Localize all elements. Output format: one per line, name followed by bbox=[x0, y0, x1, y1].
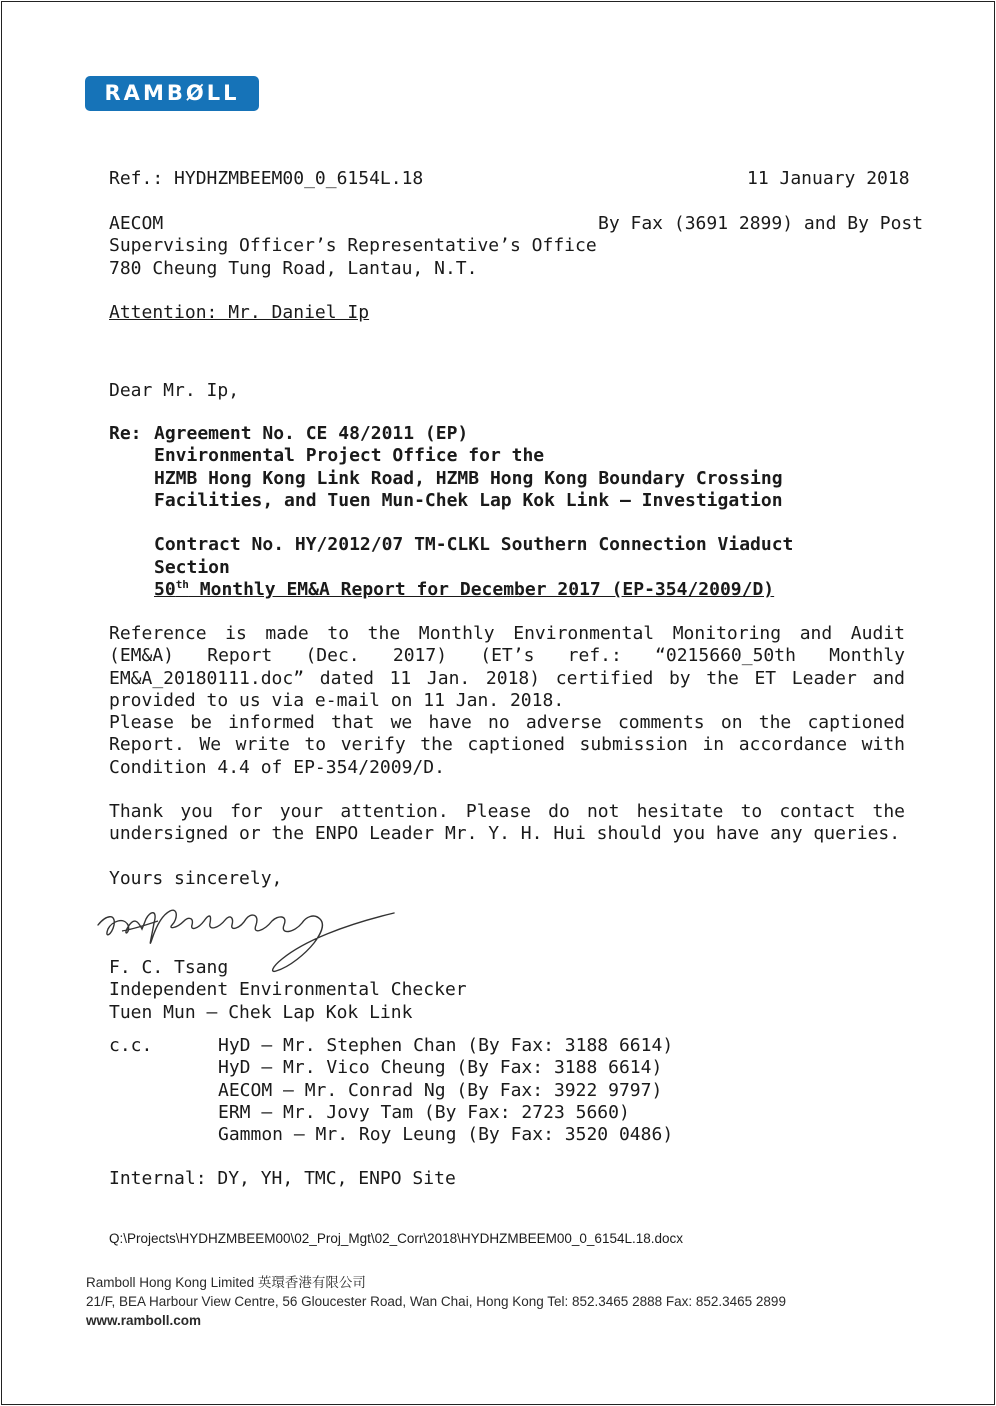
report-ordinal: th bbox=[175, 578, 189, 592]
body-paragraph-3: Thank you for your attention. Please do not hesitate to contact the undersigned or the ENPO Leader Mr. Y. H. Hui should you have any queries. bbox=[109, 801, 905, 845]
signatory-project: Tuen Mun – Chek Lap Kok Link bbox=[109, 1002, 413, 1023]
subject-contract-line1: Contract No. HY/2012/07 TM-CLKL Southern Connection Viaduct bbox=[154, 534, 794, 556]
recipient-company: AECOM bbox=[109, 213, 164, 234]
signatory-title: Independent Environmental Checker bbox=[109, 979, 467, 1000]
ramboll-logo: RAMBØLL bbox=[85, 76, 259, 111]
delivery-method: By Fax (3691 2899) and By Post bbox=[598, 213, 924, 234]
cc-item: ERM – Mr. Jovy Tam (By Fax: 2723 5660) bbox=[218, 1101, 630, 1123]
letter-date: 11 January 2018 bbox=[747, 168, 910, 189]
file-path: Q:\Projects\HYDHZMBEEM00\02_Proj_Mgt\02_Corr\2018\HYDHZMBEEM00_0_6154L.18.docx bbox=[109, 1231, 684, 1246]
footer-website[interactable]: www.ramboll.com bbox=[86, 1313, 202, 1328]
footer bbox=[86, 1273, 786, 1330]
report-number: 50 bbox=[154, 579, 176, 601]
footer-address: 21/F, BEA Harbour View Centre, 56 Gloucester Road, Wan Chai, Hong Kong Tel: 852.3465 2888 Fax: 852.3465 2899 bbox=[86, 1294, 786, 1309]
attention-line: Attention: Mr. Daniel Ip bbox=[109, 302, 370, 323]
subject-label: Re: bbox=[109, 423, 142, 444]
subject-project-line2: Facilities, and Tuen Mun-Chek Lap Kok Link – Investigation bbox=[154, 489, 783, 511]
cc-item: Gammon – Mr. Roy Leung (By Fax: 3520 0486) bbox=[218, 1124, 674, 1146]
footer-company: Ramboll Hong Kong Limited 英環香港有限公司 bbox=[86, 1275, 366, 1290]
subject-office: Environmental Project Office for the bbox=[154, 445, 545, 467]
recipient-address: 780 Cheung Tung Road, Lantau, N.T. bbox=[109, 258, 478, 279]
signatory-name: F. C. Tsang bbox=[109, 957, 229, 978]
body-paragraph-2: Please be informed that we have no adverse comments on the captioned Report. We write to verify the captioned submission in accordance with Condition 4.4 of EP-354/2009/D. bbox=[109, 712, 905, 778]
closing: Yours sincerely, bbox=[109, 868, 283, 889]
cc-item: AECOM – Mr. Conrad Ng (By Fax: 3922 9797) bbox=[218, 1079, 663, 1101]
internal-distribution: Internal: DY, YH, TMC, ENPO Site bbox=[109, 1168, 456, 1189]
subject-project-line1: HZMB Hong Kong Link Road, HZMB Hong Kong Boundary Crossing bbox=[154, 467, 783, 489]
cc-item: HyD – Mr. Vico Cheung (By Fax: 3188 6614) bbox=[218, 1057, 663, 1079]
cc-list bbox=[218, 1035, 673, 1146]
subject-agreement: Agreement No. CE 48/2011 (EP) bbox=[154, 423, 469, 444]
reference-number: Ref.: HYDHZMBEEM00_0_6154L.18 bbox=[109, 168, 424, 189]
salutation: Dear Mr. Ip, bbox=[109, 380, 240, 401]
cc-item: HyD – Mr. Stephen Chan (By Fax: 3188 6614) bbox=[218, 1035, 674, 1056]
body-paragraph-1: Reference is made to the Monthly Environmental Monitoring and Audit (EM&A) Report (Dec. 2017) (ET’s ref.: “0215660_50th Monthly EM&A_20180111.doc” dated 11 Jan. 2018) certified by the ET Leader and provided to us via e-mail on 11 Jan. 2018. bbox=[109, 623, 905, 711]
letter-page bbox=[1, 1, 995, 1405]
subject-contract-line2: Section bbox=[154, 556, 230, 578]
recipient-office: Supervising Officer’s Representative’s Office bbox=[109, 235, 597, 256]
cc-label: c.c. bbox=[109, 1035, 153, 1056]
report-title-rest: Monthly EM&A Report for December 2017 (EP-354/2009/D) bbox=[188, 579, 775, 601]
subject-report-title bbox=[154, 579, 874, 601]
subject-lines bbox=[154, 423, 874, 601]
